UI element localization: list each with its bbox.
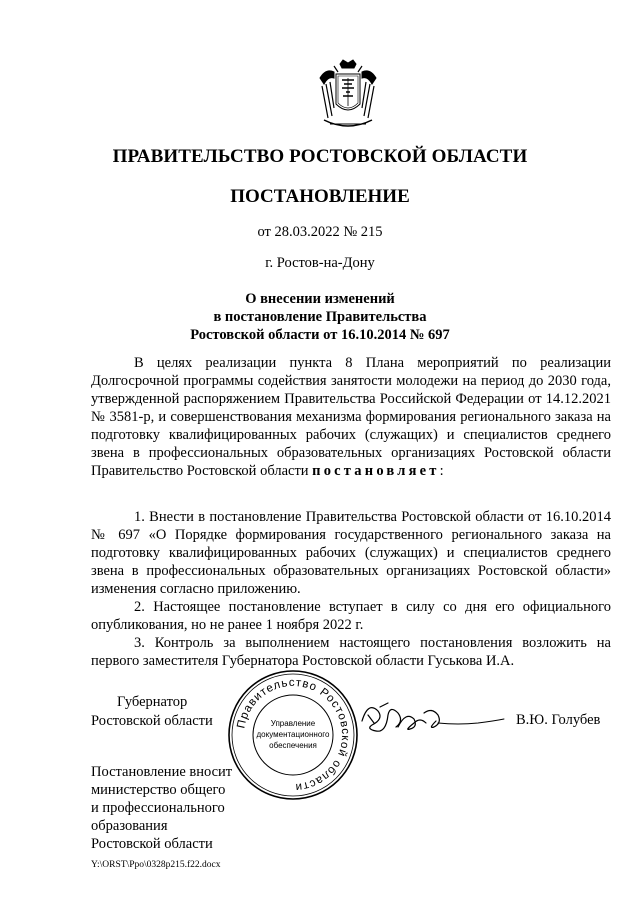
preamble-end: : (439, 463, 444, 479)
document-date-number: от 28.03.2022 № 215 (257, 224, 383, 240)
introduced-by-block (91, 763, 232, 853)
decree-item: 3. Контроль за выполнением настоящего постановления возложить на первого заместителя Губернатора Ростовской области Гуськова И.А. (91, 635, 611, 669)
decree-items (91, 508, 611, 670)
seal-ring-text: Правительство Ростовской области (235, 676, 352, 794)
seal-center-line: Управление (270, 719, 316, 728)
preamble-paragraph (91, 354, 611, 480)
decree-item: 2. Настоящее постановление вступает в силу со дня его официального опубликования, но не ранее 1 ноября 2022 г. (91, 599, 611, 633)
document-city: г. Ростов-на-Дону (265, 255, 375, 271)
preamble-block (91, 354, 611, 480)
organization-title: ПРАВИТЕЛЬСТВО РОСТОВСКОЙ ОБЛАСТИ (112, 146, 528, 167)
introduced-by-line: министерство общего (91, 782, 226, 798)
file-path-footer: Y:\ORST\Ppo\0328p215.f22.docx (91, 860, 221, 870)
document-type-heading: ПОСТАНОВЛЕНИЕ (230, 186, 410, 207)
subject-line: в постановление Правительства (213, 309, 427, 325)
handwritten-signature (358, 693, 508, 743)
subject-line: Ростовской области от 16.10.2014 № 697 (190, 327, 450, 343)
signatory-role (91, 693, 213, 731)
signatory-title: Губернатор (117, 694, 188, 710)
seal-center-line: документационного (256, 730, 330, 739)
decree-word: постановляет (312, 463, 440, 479)
preamble-text: В целях реализации пункта 8 Плана мероприятий по реализации Долгосрочной программы содействия занятости молодежи на период до 2030 года, утвержденной распоряжением Правительства Российской Федерации от 14.12.2021 № 3581-р, и совершенствования механизма формирования регионального заказа на подготовку квалифицированных рабочих (служащих) и специалистов среднего звена в профессиональных образовательных организациях Ростовской области Правительство Ростовской области (91, 355, 611, 479)
signatory-name: В.Ю. Голубев (516, 712, 601, 728)
signatory-region: Ростовской области (91, 713, 213, 729)
document-subject (0, 290, 640, 344)
introduced-by-line: и профессионального (91, 800, 225, 816)
official-seal (226, 668, 360, 802)
seal-center-line: обеспечения (269, 741, 317, 750)
introduced-by-line: Ростовской области (91, 836, 213, 852)
introduced-by-line: Постановление вносит (91, 764, 233, 780)
subject-line: О внесении изменений (245, 291, 395, 307)
coat-of-arms-icon (316, 58, 380, 134)
decree-item: 1. Внести в постановление Правительства Ростовской области от 16.10.2014 № 697 «О Порядке формирования государственного регионального заказа на подготовку квалифицированных рабочих (служащих) и специалистов среднего звена в профессиональных образовательных организациях Ростовской области» изменения согласно приложению. (91, 509, 611, 597)
introduced-by-line: образования (91, 818, 168, 834)
